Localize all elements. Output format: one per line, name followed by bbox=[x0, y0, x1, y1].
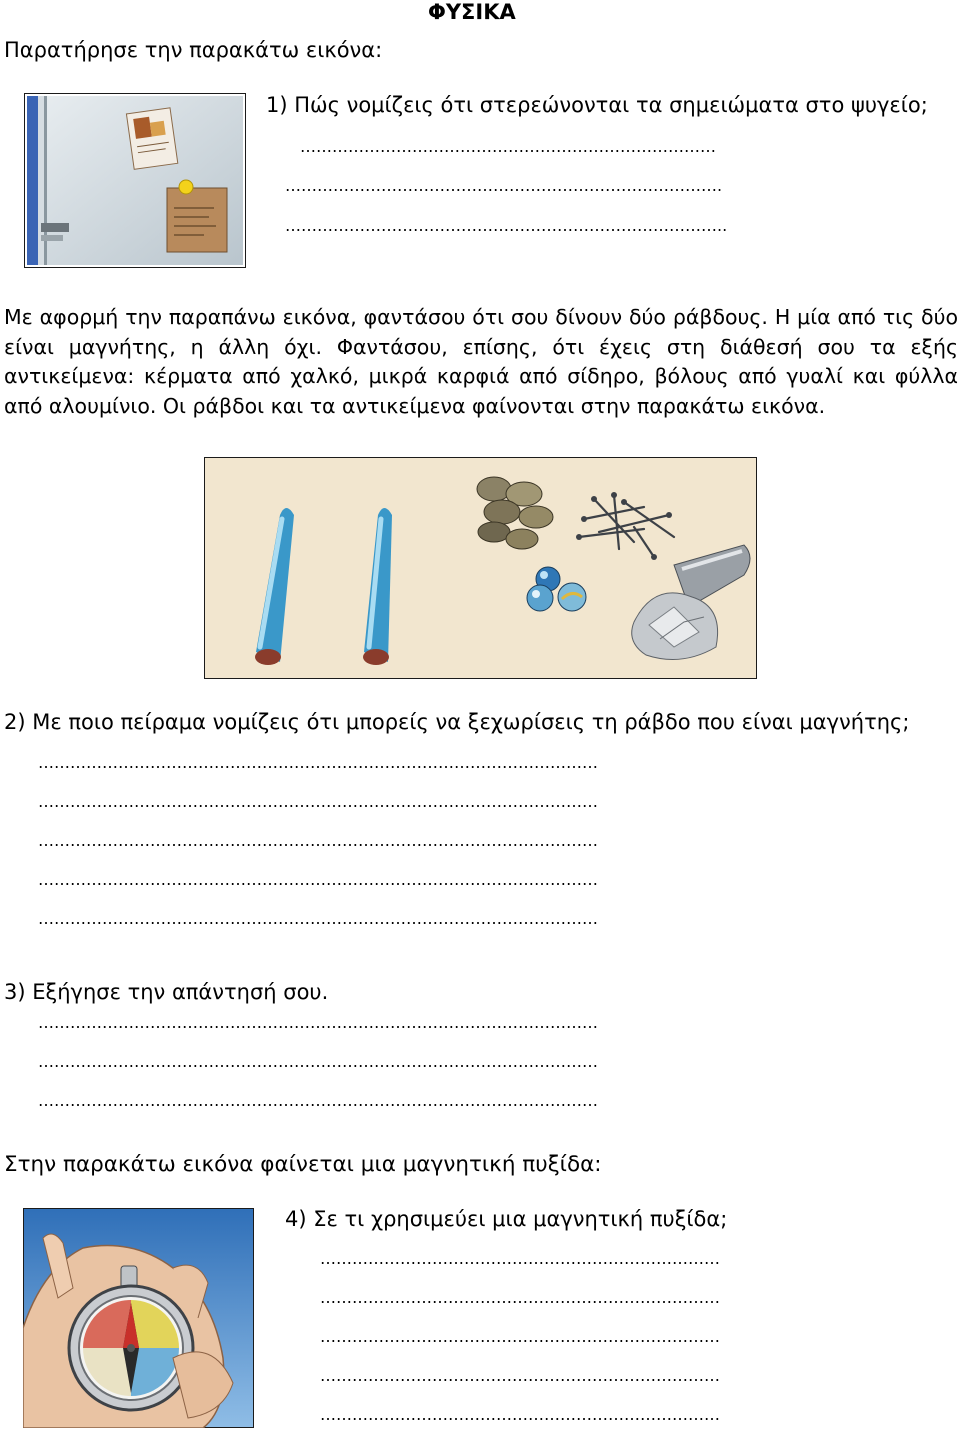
q4-answer-line[interactable]: ………………………………………………………………… bbox=[320, 1368, 720, 1384]
q2-answer-line[interactable]: …………………………………………………………………………………………… bbox=[38, 911, 598, 927]
scenario-paragraph: Με αφορμή την παραπάνω εικόνα, φαντάσου ότι σου δίνουν δύο ράβδους. Η μία από τις δύο είναι μαγνήτης, η άλλη όχι. Φαντάσου, επίσης, ότι έχεις στη διάθεσή σου τα εξής αντικείμενα: κέρματα από χαλκό, μικρά καρφιά από σίδηρο, βόλους από γυαλί και φύλλα από αλουμίνιο. Οι ράβδοι και τα αντικείμενα φαίνονται στην παρακάτω εικόνα. bbox=[4, 305, 958, 418]
q3-answer-line[interactable]: …………………………………………………………………………………………… bbox=[38, 1093, 598, 1109]
q4-answer-line[interactable]: ………………………………………………………………… bbox=[320, 1407, 720, 1423]
q2-answer-line[interactable]: …………………………………………………………………………………………… bbox=[38, 755, 598, 771]
q1-answer-line[interactable]: ………………………………………………………………………. bbox=[285, 178, 723, 194]
q4-answer-line[interactable]: ………………………………………………………………… bbox=[320, 1329, 720, 1345]
q2-question: 2) Με ποιο πείραμα νομίζεις ότι μπορείς να ξεχωρίσεις τη ράβδο που είναι μαγνήτης; bbox=[4, 710, 910, 734]
fridge-image bbox=[24, 93, 246, 268]
q4-question: 4) Σε τι χρησιμεύει μια μαγνητική πυξίδα; bbox=[285, 1207, 728, 1231]
q2-answer-line[interactable]: …………………………………………………………………………………………… bbox=[38, 794, 598, 810]
q3-question: 3) Εξήγησε την απάντησή σου. bbox=[4, 980, 329, 1004]
q4-answer-line[interactable]: ………………………………………………………………… bbox=[320, 1290, 720, 1306]
q1-answer-line[interactable]: ……………………………………………………………………….. bbox=[285, 218, 728, 234]
intro-text: Παρατήρησε την παρακάτω εικόνα: bbox=[4, 38, 383, 62]
q3-answer-line[interactable]: …………………………………………………………………………………………… bbox=[38, 1015, 598, 1031]
compass-image bbox=[23, 1208, 254, 1428]
q3-answer-line[interactable]: …………………………………………………………………………………………… bbox=[38, 1054, 598, 1070]
q2-answer-line[interactable]: …………………………………………………………………………………………… bbox=[38, 872, 598, 888]
q2-answer-line[interactable]: …………………………………………………………………………………………… bbox=[38, 833, 598, 849]
compass-intro-text: Στην παρακάτω εικόνα φαίνεται μια μαγνητική πυξίδα: bbox=[4, 1152, 602, 1177]
q1-question: 1) Πώς νομίζεις ότι στερεώνονται τα σημειώματα στο ψυγείο; bbox=[266, 93, 928, 117]
page-title: ΦΥΣΙΚΑ bbox=[428, 0, 516, 24]
q1-answer-line[interactable]: …………………………………………………………………… bbox=[300, 139, 716, 155]
rods-and-objects-image bbox=[204, 457, 757, 679]
q4-answer-line[interactable]: ………………………………………………………………… bbox=[320, 1251, 720, 1267]
